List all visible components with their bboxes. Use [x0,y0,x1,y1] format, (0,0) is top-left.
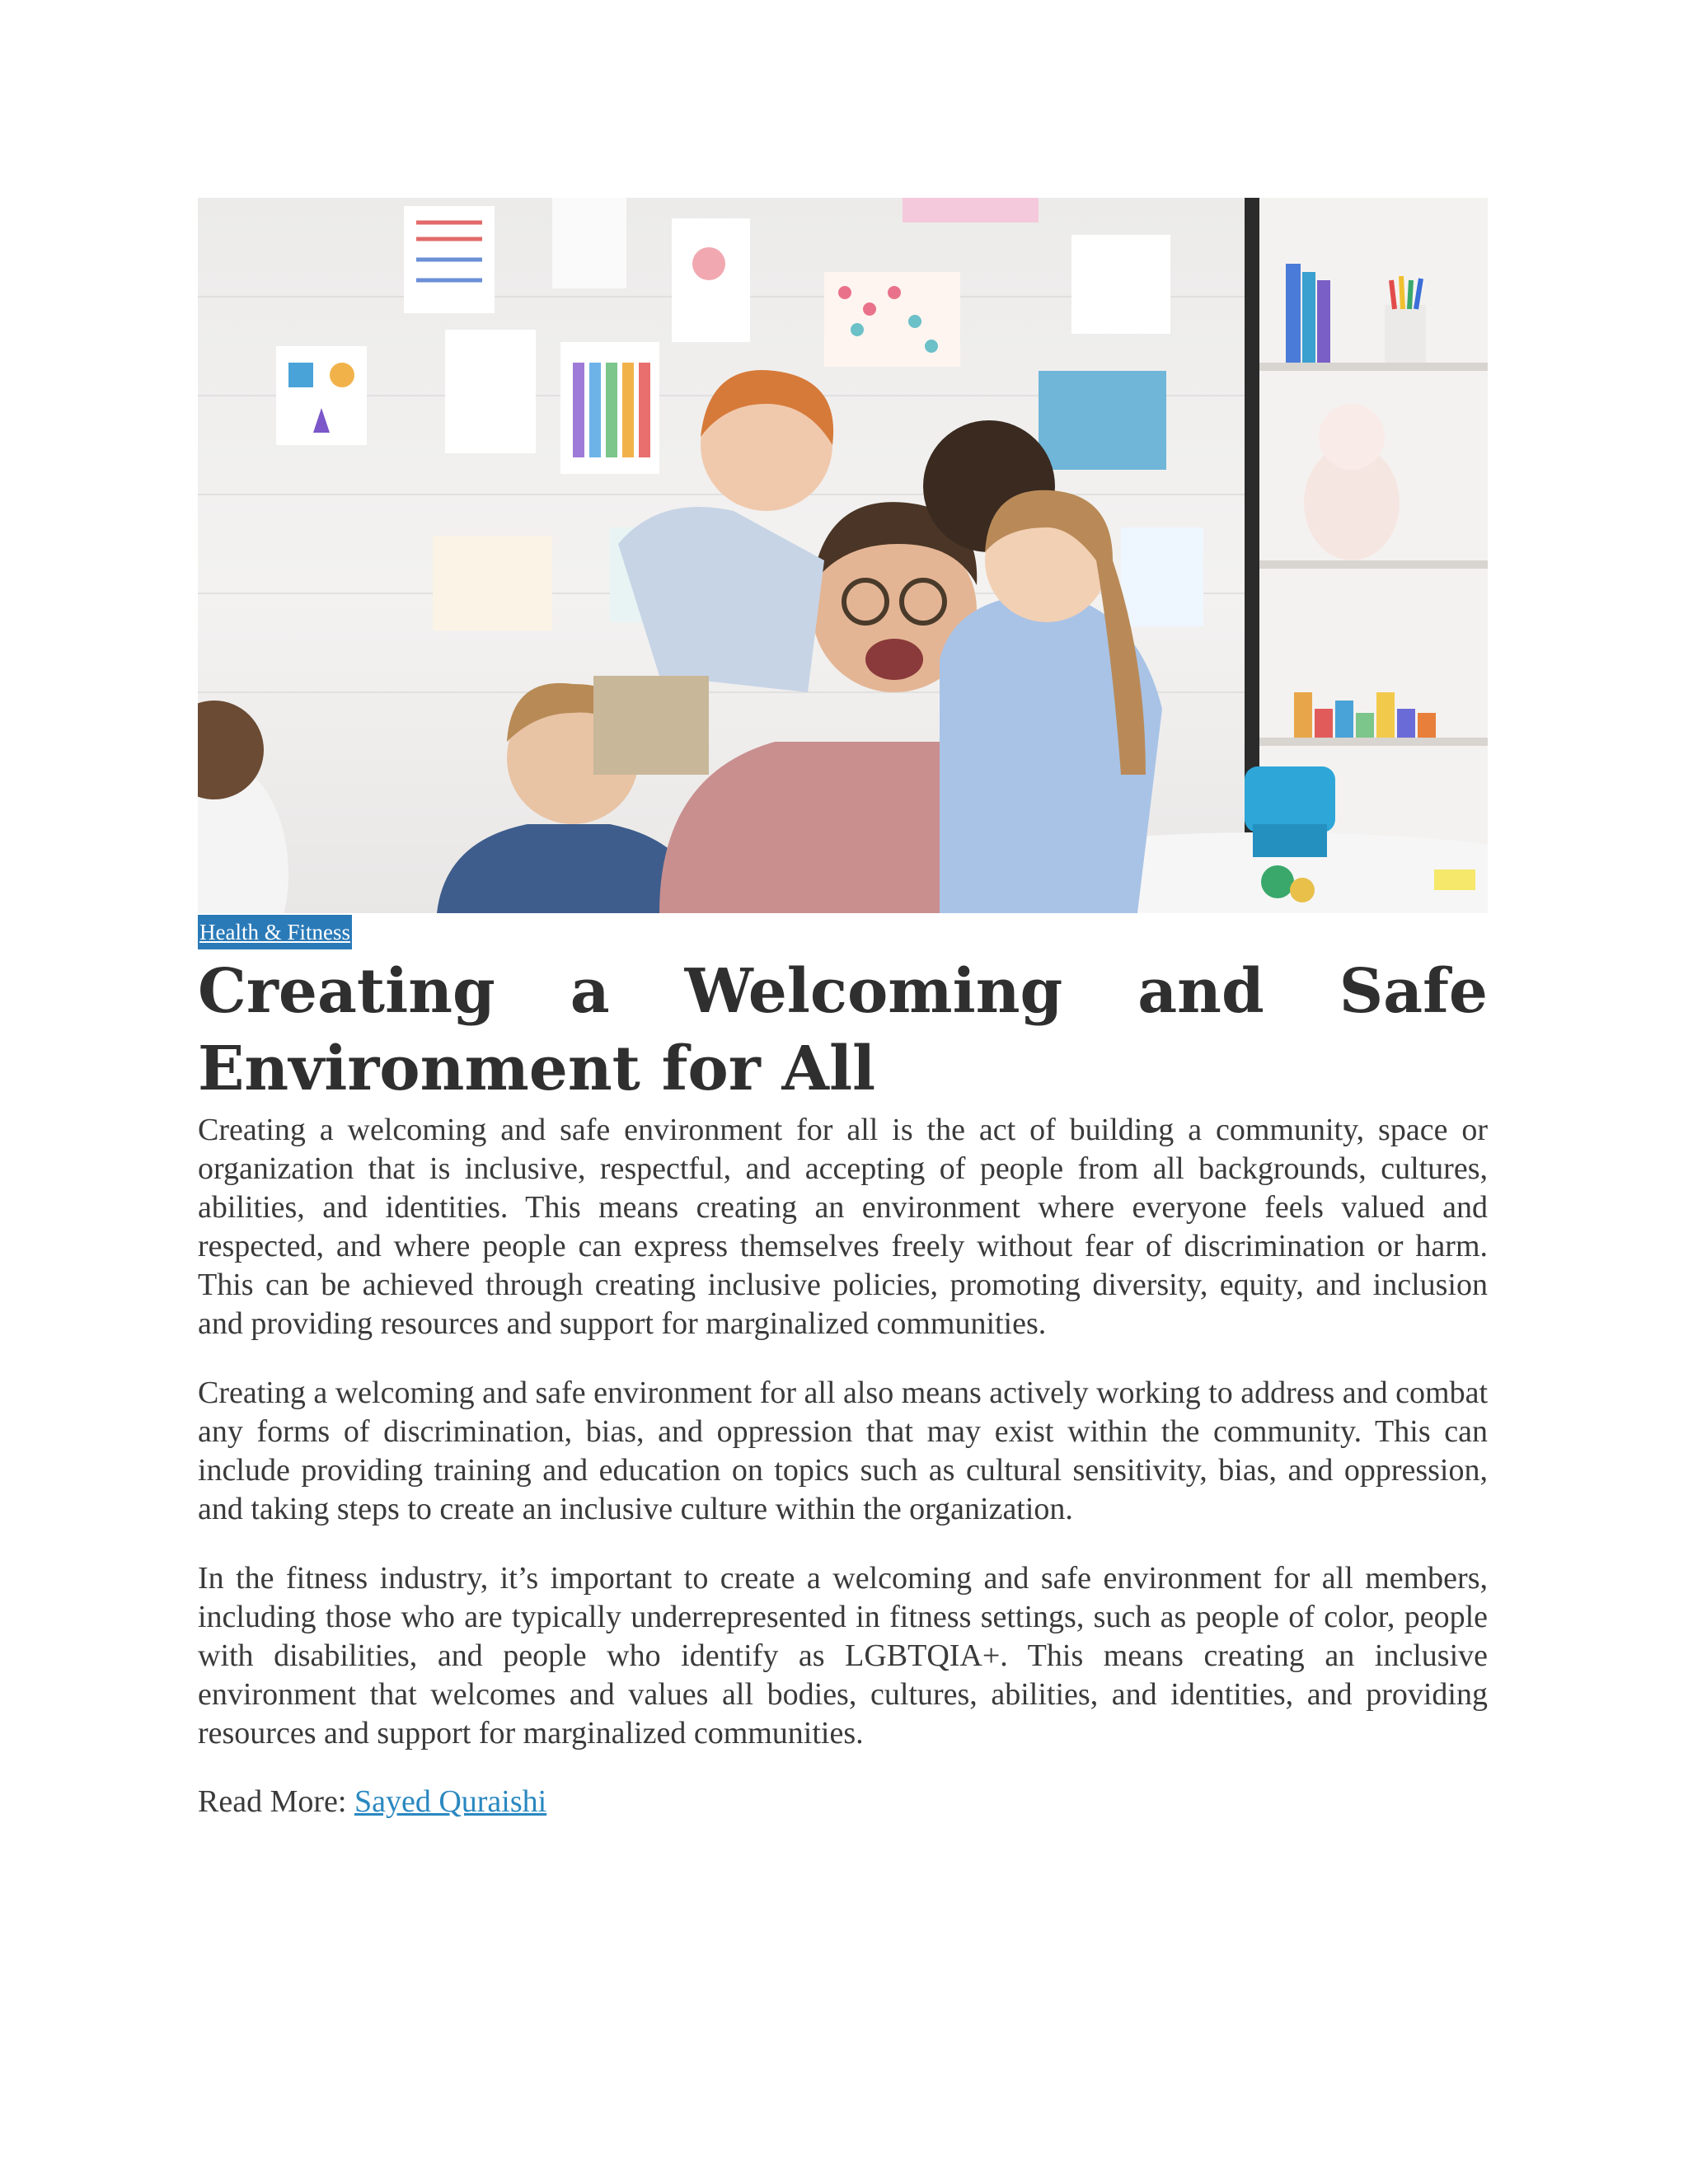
author-link[interactable]: Sayed Quraishi [354,1784,547,1819]
article-title [198,953,1488,1108]
article [198,198,1488,1821]
paragraph-1: Creating a welcoming and safe environment for all is the act of building a community, space or organization that is inclusive, respectful, and accepting of people from all backgrounds, cultures, abilities, and identities. This means creating an environment where everyone feels valued and respected, and where people can express themselves freely without fear of discrimination or harm. This can be achieved through creating inclusive policies, promoting diversity, equity, and inclusion and providing resources and support for marginalized communities. [198,1113,1488,1341]
classroom-photo [198,198,1488,913]
article-title-line1: Creating a Welcoming and Safe [198,956,1488,1027]
category-tag[interactable]: Health & Fitness [198,915,352,949]
paragraph-2: Creating a welcoming and safe environment for all also means actively working to address and combat any forms of discrimination, bias, and oppression that may exist within the community. This can include providing training and education on topics such as cultural sensitivity, bias, and oppression, and taking steps to create an inclusive culture within the organization. [198,1376,1488,1526]
read-more [198,1783,1488,1821]
read-more-label: Read More: [198,1784,354,1819]
hero-image [198,198,1488,913]
article-title-line2: Environment for All [198,1033,876,1104]
paragraph-3: In the fitness industry, it’s important to create a welcoming and safe environment for all members, including those who are typically underrepresented in fitness settings, such as people of color, people with disabilities, and people who identify as LGBTQIA+. This means creating an inclusive environment that welcomes and values all bodies, cultures, abilities, and identities, and providing resources and support for marginalized communities. [198,1561,1488,1750]
